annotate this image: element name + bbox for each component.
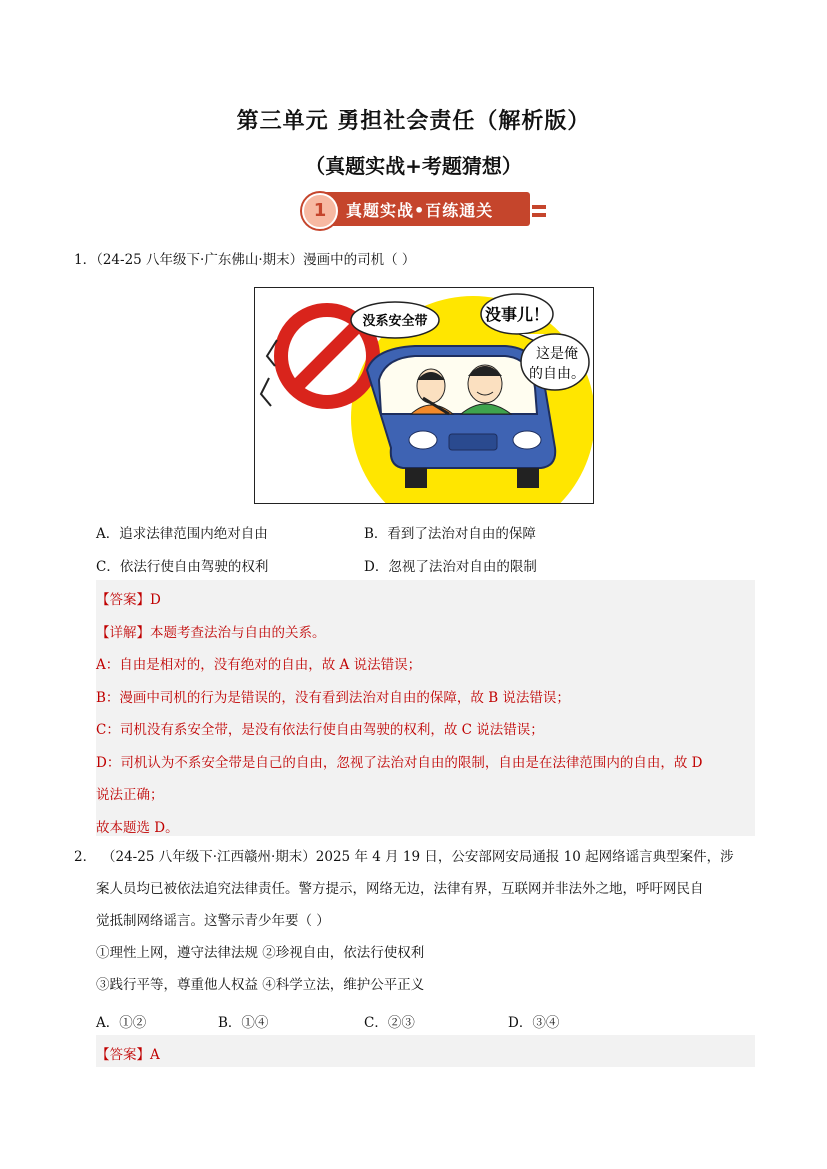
statement-line: ①理性上网，遵守法律法规 ②珍视自由，依法行使权利	[96, 945, 425, 961]
question-number: 1．	[74, 252, 97, 268]
option-c: C．②③	[364, 1015, 415, 1031]
detail-line	[96, 621, 326, 641]
option-a: A．①②	[96, 1015, 147, 1031]
explanation-line: C：司机没有系安全带，是没有依法行使自由驾驶的权利，故 C 说法错误；	[96, 722, 544, 738]
question-2-stem-line: （24-25 八年级下·江西赣州·期末）2025 年 4 月 19 日，公安部网安局通报 10 起网络谣言典型案件，涉	[102, 849, 734, 865]
question-2-stem-line: 觉抵制网络谣言。这警示青少年要（ ）	[96, 913, 330, 929]
answer-label: 【答案】	[96, 1047, 150, 1063]
question-2-number: 2．	[74, 849, 97, 865]
option-d: D．③④	[508, 1015, 560, 1031]
answer-box	[96, 580, 755, 836]
question-text: （24-25 八年级下·广东佛山·期末）漫画中的司机（ ）	[96, 252, 416, 268]
banner-text: 真题实战•百练通关	[346, 201, 494, 220]
explanation-line: D：司机认为不系安全带是自己的自由，忽视了法治对自由的限制，自由是在法律范围内的自由，故 D	[96, 755, 703, 771]
bubble-text: 没系安全带	[362, 314, 428, 329]
document-subtitle: （真题实战+考题猜想）	[305, 154, 522, 178]
explanation-line: 故本题选 D。	[96, 820, 179, 836]
answer-value: D	[150, 592, 161, 608]
banner-stripe	[532, 205, 546, 209]
option-c: C．依法行使自由驾驶的权利	[96, 559, 269, 575]
banner-number: 1	[302, 193, 338, 229]
bubble-text: 的自由。	[529, 366, 585, 382]
option-d: D．忽视了法治对自由的限制	[364, 559, 537, 575]
option-a: A．追求法律范围内绝对自由	[96, 526, 268, 542]
statement-line: ③践行平等，尊重他人权益 ④科学立法，维护公平正义	[96, 977, 425, 993]
document-title: 第三单元 勇担社会责任（解析版）	[236, 109, 591, 134]
bubble-text: 没事儿！	[484, 305, 550, 324]
answer-line	[96, 1043, 160, 1063]
option-b: B．看到了法治对自由的保障	[364, 526, 536, 542]
answer-value: A	[150, 1047, 160, 1063]
explanation-line: B：漫画中司机的行为是错误的，没有看到法治对自由的保障，故 B 说法错误；	[96, 690, 570, 706]
section-banner	[298, 189, 546, 229]
answer-label: 【答案】	[96, 592, 150, 608]
explanation-line: 说法正确；	[96, 787, 164, 803]
cartoon-image	[254, 287, 594, 504]
detail-label: 【详解】	[96, 625, 150, 641]
explanation-line: A：自由是相对的，没有绝对的自由，故 A 说法错误；	[96, 657, 422, 673]
bubble-text: 这是俺	[536, 346, 578, 362]
answer-line	[96, 588, 161, 608]
question-1-stem	[74, 250, 415, 270]
banner-stripe	[532, 213, 546, 217]
option-b: B．①④	[218, 1015, 269, 1031]
detail-text: 本题考查法治与自由的关系。	[150, 625, 326, 641]
question-2-stem-line: 案人员均已被依法追究法律责任。警方提示，网络无边，法律有界，互联网并非法外之地，呼吁网民自	[96, 881, 704, 897]
answer-box	[96, 1035, 755, 1067]
